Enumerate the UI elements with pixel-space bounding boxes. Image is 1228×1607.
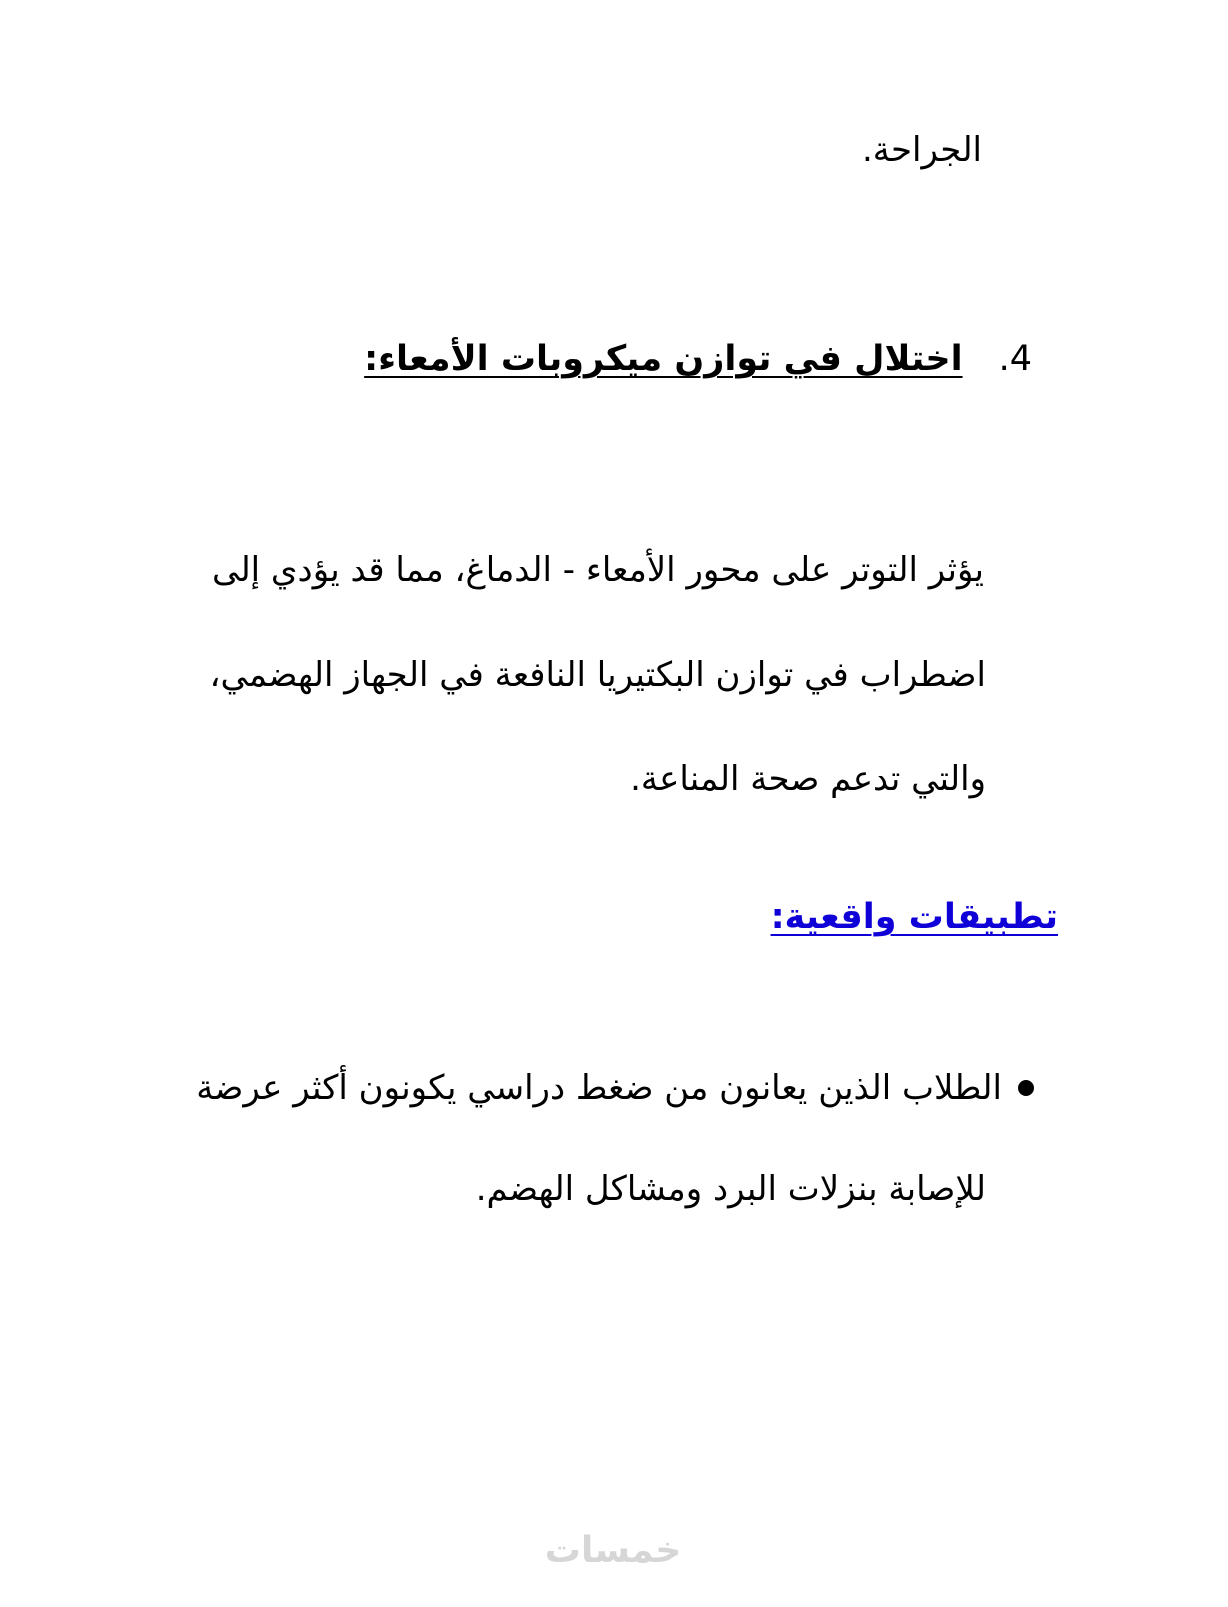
watermark-logo: خمسات [544, 1530, 682, 1571]
paragraph-line: والتي تدعم صحة المناعة. [630, 759, 986, 799]
applications-heading: تطبيقات واقعية: [770, 897, 1058, 937]
bullet-item [196, 1066, 1034, 1110]
continuation-text: الجراحة. [861, 130, 982, 170]
bullet-icon [1018, 1080, 1034, 1096]
paragraph-line: اضطراب في توازن البكتيريا النافعة في الجهاز الهضمي، [209, 655, 986, 695]
bullet-line: الطلاب الذين يعانون من ضغط دراسي يكونون أكثر عرضة [196, 1068, 1002, 1108]
paragraph-line: يؤثر التوتر على محور الأمعاء - الدماغ، مما قد يؤدي إلى [211, 550, 984, 590]
section-number: 4. [998, 339, 1032, 379]
bullet-continuation: للإصابة بنزلات البرد ومشاكل الهضم. [475, 1169, 986, 1209]
section-title: اختلال في توازن ميكروبات الأمعاء: [364, 339, 963, 379]
section-heading-4 [364, 337, 1032, 381]
